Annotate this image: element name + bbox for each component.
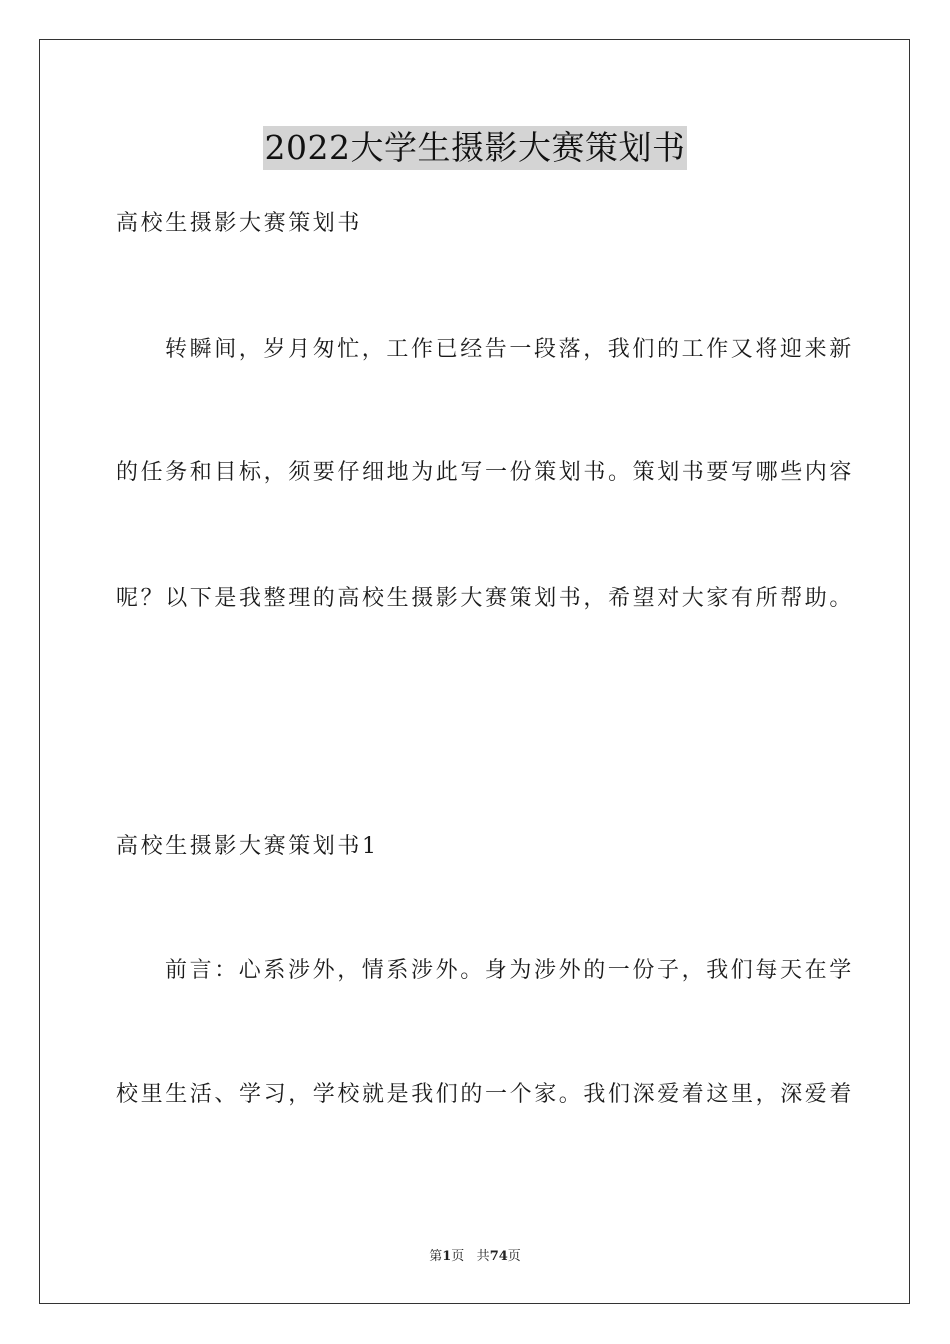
document-subtitle: 高校生摄影大赛策划书	[116, 211, 363, 236]
intro-line-1: 转瞬间，岁月匆忙，工作已经告一段落，我们的工作又将迎来新	[165, 337, 854, 362]
title-container	[0, 126, 950, 170]
footer-page-number: 1	[442, 1249, 452, 1264]
document-title: 2022大学生摄影大赛策划书	[263, 126, 688, 170]
footer-total-pages: 74	[489, 1249, 508, 1264]
footer-total-suffix: 页	[507, 1249, 521, 1264]
footer-page-prefix: 第	[429, 1249, 443, 1264]
section-heading: 高校生摄影大赛策划书1	[116, 834, 379, 859]
section-line-1: 前言：心系涉外，情系涉外。身为涉外的一份子，我们每天在学	[165, 958, 854, 983]
section-line-2: 校里生活、学习，学校就是我们的一个家。我们深爱着这里，深爱着	[116, 1082, 855, 1107]
intro-line-2: 的任务和目标，须要仔细地为此写一份策划书。策划书要写哪些内容	[116, 460, 855, 485]
intro-line-3: 呢？以下是我整理的高校生摄影大赛策划书，希望对大家有所帮助。	[116, 586, 855, 611]
footer-page-suffix: 页	[451, 1249, 465, 1264]
page-footer	[0, 1248, 950, 1266]
footer-total-prefix: 共	[476, 1249, 490, 1264]
